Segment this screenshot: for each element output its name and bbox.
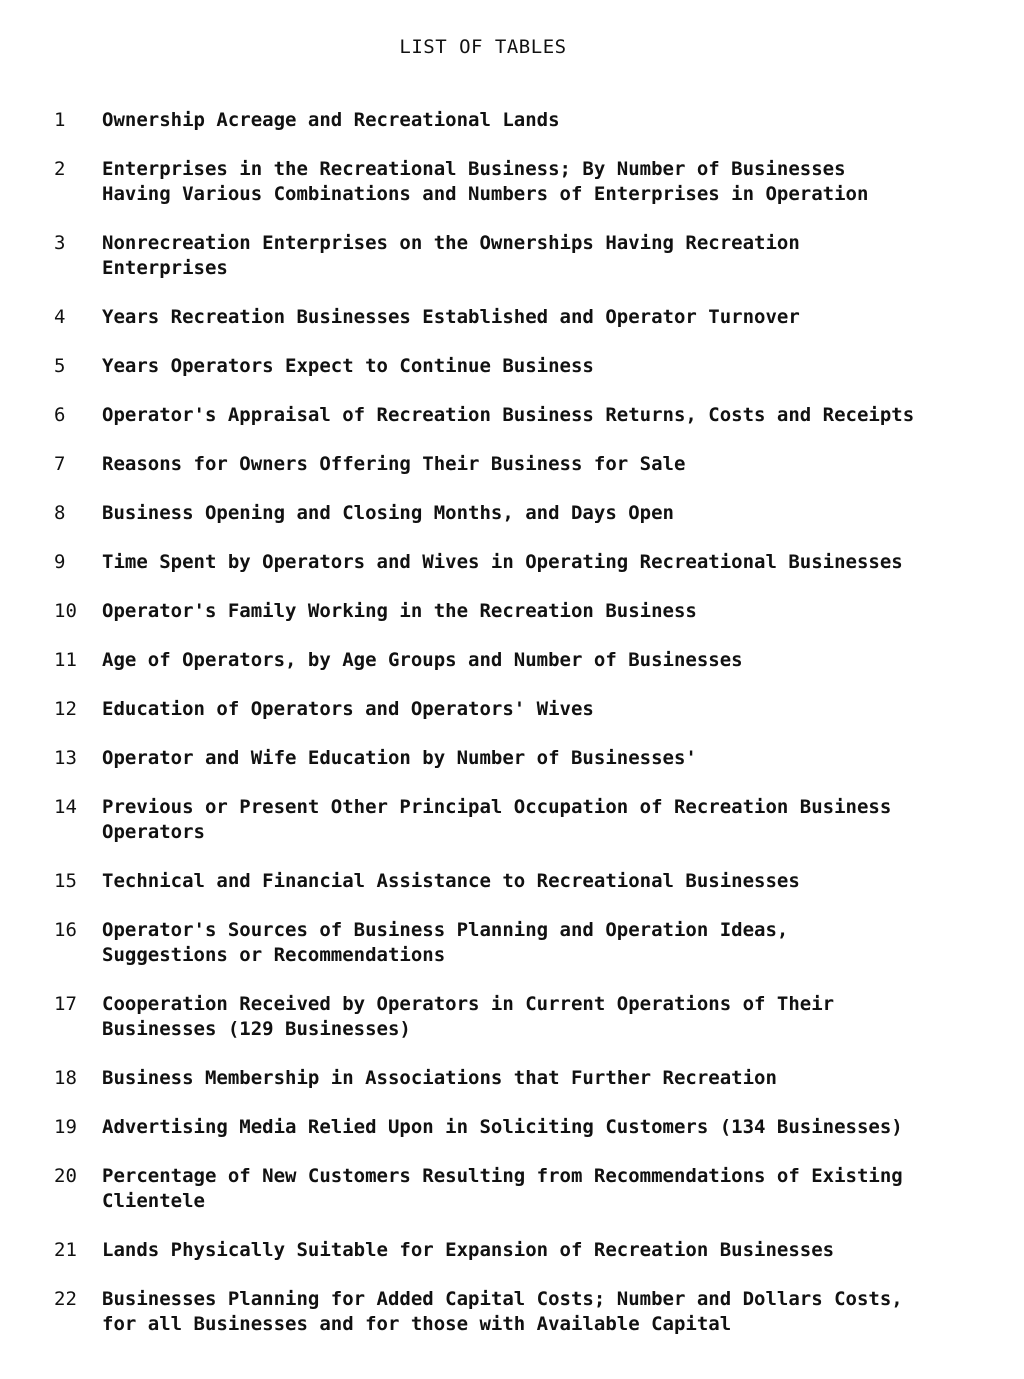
- table-number: 1: [54, 109, 66, 131]
- list-item: [54, 992, 994, 1042]
- list-item: [54, 599, 994, 624]
- table-title: Education of Operators and Operators' Wives: [102, 698, 594, 720]
- table-number: 16: [54, 919, 77, 941]
- table-list: [54, 108, 994, 1361]
- table-number: 6: [54, 404, 66, 426]
- table-title: Age of Operators, by Age Groups and Number of Businesses: [102, 649, 743, 671]
- table-number: 17: [54, 993, 77, 1015]
- table-title: Ownership Acreage and Recreational Lands: [102, 109, 560, 131]
- table-number: 20: [54, 1165, 77, 1187]
- list-item: [54, 746, 994, 771]
- table-number: 7: [54, 453, 66, 475]
- table-number: 3: [54, 232, 66, 254]
- page-title: LIST OF TABLES: [399, 36, 567, 58]
- table-title: Cooperation Received by Operators in Current Operations of Their Businesses (129 Businesses): [102, 993, 835, 1040]
- table-title: Years Recreation Businesses Established and Operator Turnover: [102, 306, 800, 328]
- table-number: 15: [54, 870, 77, 892]
- table-title: Technical and Financial Assistance to Recreational Businesses: [102, 870, 800, 892]
- list-item: [54, 305, 994, 330]
- table-title: Previous or Present Other Principal Occupation of Recreation Business Operators: [102, 796, 892, 843]
- table-title: Operator and Wife Education by Number of Businesses': [102, 747, 697, 769]
- list-item: [54, 157, 994, 207]
- table-title: Business Opening and Closing Months, and Days Open: [102, 502, 674, 524]
- table-number: 13: [54, 747, 77, 769]
- list-item: [54, 1115, 994, 1140]
- table-title: Businesses Planning for Added Capital Costs; Number and Dollars Costs, for all Businesses and for those with Available Capital: [102, 1288, 903, 1335]
- table-number: 21: [54, 1239, 77, 1261]
- table-number: 11: [54, 649, 77, 671]
- table-number: 19: [54, 1116, 77, 1138]
- list-item: [54, 918, 994, 968]
- table-title: Operator's Sources of Business Planning and Operation Ideas, Suggestions or Recommendations: [102, 919, 789, 966]
- list-item: [54, 1164, 994, 1214]
- list-item: [54, 697, 994, 722]
- list-item: [54, 501, 994, 526]
- table-number: 9: [54, 551, 66, 573]
- list-item: [54, 452, 994, 477]
- table-title: Reasons for Owners Offering Their Business for Sale: [102, 453, 686, 475]
- table-title: Time Spent by Operators and Wives in Operating Recreational Businesses: [102, 551, 903, 573]
- list-item: [54, 1287, 994, 1337]
- table-title: Operator's Appraisal of Recreation Business Returns, Costs and Receipts: [102, 404, 915, 426]
- list-item: [54, 795, 994, 845]
- list-item: [54, 403, 994, 428]
- table-number: 22: [54, 1288, 77, 1310]
- list-item: [54, 354, 994, 379]
- table-number: 5: [54, 355, 66, 377]
- table-title: Enterprises in the Recreational Business; By Number of Businesses Having Various Combinations and Numbers of Enterprises in Operation: [102, 158, 869, 205]
- list-item: [54, 1066, 994, 1091]
- table-title: Operator's Family Working in the Recreation Business: [102, 600, 697, 622]
- table-number: 12: [54, 698, 77, 720]
- list-item: [54, 1238, 994, 1263]
- table-number: 14: [54, 796, 77, 818]
- table-title: Years Operators Expect to Continue Business: [102, 355, 594, 377]
- list-item: [54, 550, 994, 575]
- table-title: Business Membership in Associations that Further Recreation: [102, 1067, 777, 1089]
- list-item: [54, 108, 994, 133]
- list-item: [54, 648, 994, 673]
- table-number: 4: [54, 306, 66, 328]
- list-item: [54, 231, 994, 281]
- list-item: [54, 869, 994, 894]
- table-title: Lands Physically Suitable for Expansion of Recreation Businesses: [102, 1239, 835, 1261]
- table-number: 10: [54, 600, 77, 622]
- table-title: Percentage of New Customers Resulting from Recommendations of Existing Clientele: [102, 1165, 903, 1212]
- table-number: 8: [54, 502, 66, 524]
- table-number: 18: [54, 1067, 77, 1089]
- table-title: Nonrecreation Enterprises on the Ownerships Having Recreation Enterprises: [102, 232, 800, 279]
- table-number: 2: [54, 158, 66, 180]
- table-title: Advertising Media Relied Upon in Soliciting Customers (134 Businesses): [102, 1116, 903, 1138]
